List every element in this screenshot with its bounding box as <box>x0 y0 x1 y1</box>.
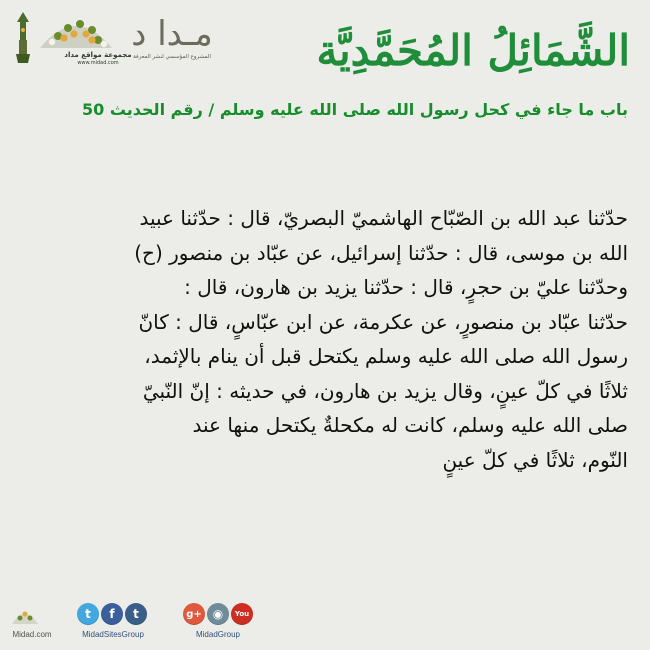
brand-title: الشَّمَائِلُ المُحَمَّدِيَّة <box>316 26 630 75</box>
footer-group <box>175 602 261 642</box>
hadith-line: حدّثنا عبد الله بن الصّبّاح الهاشميّ البصريّ، قال : حدّثنا عبيد <box>139 206 628 230</box>
group-logo-subtext: www.midad.com <box>77 60 119 66</box>
midad-logo <box>122 10 222 65</box>
footer-site <box>8 602 56 642</box>
hadith-line: صلى الله عليه وسلم، كانت له مكحلةٌ يكتحل منها عند <box>192 413 628 437</box>
hadith-line: وحدّثنا عليّ بن حجرٍ، قال : حدّثنا يزيد بن هارون، قال : <box>184 275 628 299</box>
midad-pen-logo-icon <box>12 10 34 65</box>
sites-group-icons <box>77 602 147 626</box>
hadith-line: حدّثنا عبّاد بن منصورٍ، عن عكرمة، عن ابن عبّاسٍ، قال : كانّ <box>138 309 628 334</box>
hadith-text <box>18 201 628 477</box>
group-label[interactable]: MidadGroup <box>195 630 241 639</box>
footer-sites-group <box>67 602 159 642</box>
group-logo-text: مجموعة مواقع مداد <box>64 51 132 59</box>
footer <box>0 590 650 650</box>
hadith-line: النّوم، ثلاثًا في كلّ عينٍ <box>442 447 628 472</box>
group-icons <box>183 602 253 626</box>
midad-group-logo <box>34 10 132 66</box>
site-label[interactable]: Midad.com <box>12 630 52 639</box>
google-plus-icon[interactable]: g+ <box>183 603 205 625</box>
tumblr-icon[interactable]: t <box>125 603 147 625</box>
midad-logo-word: مـدا د <box>131 14 213 54</box>
facebook-icon[interactable]: f <box>101 603 123 625</box>
midad-logo-tagline: المشروع المؤسسي لنشر المعرفة <box>133 54 211 60</box>
twitter-icon[interactable]: t <box>77 603 99 625</box>
hadith-line: الله بن موسى، قال : حدّثنا إسرائيل، عن عبّاد بن منصور (ح) <box>134 240 628 265</box>
geometric-dome-icon <box>34 10 118 50</box>
chapter-heading: باب ما جاء في كحل رسول الله صلى الله عليه وسلم / رقم الحديث 50 <box>82 100 628 119</box>
instagram-icon[interactable]: ◉ <box>207 603 229 625</box>
sites-group-label[interactable]: MidadSitesGroup <box>82 630 144 639</box>
youtube-icon[interactable]: You <box>231 603 253 625</box>
site-dome-icon <box>10 604 40 626</box>
hadith-line: ثلاثًا في كلّ عينٍ، وقال يزيد بن هارون، في حديثه : إنّ النّبيّ <box>142 378 628 403</box>
top-logos <box>12 10 222 65</box>
hadith-line: رسول الله صلى الله عليه وسلم يكتحل قبل أن ينام بالإثمد، <box>144 344 628 368</box>
